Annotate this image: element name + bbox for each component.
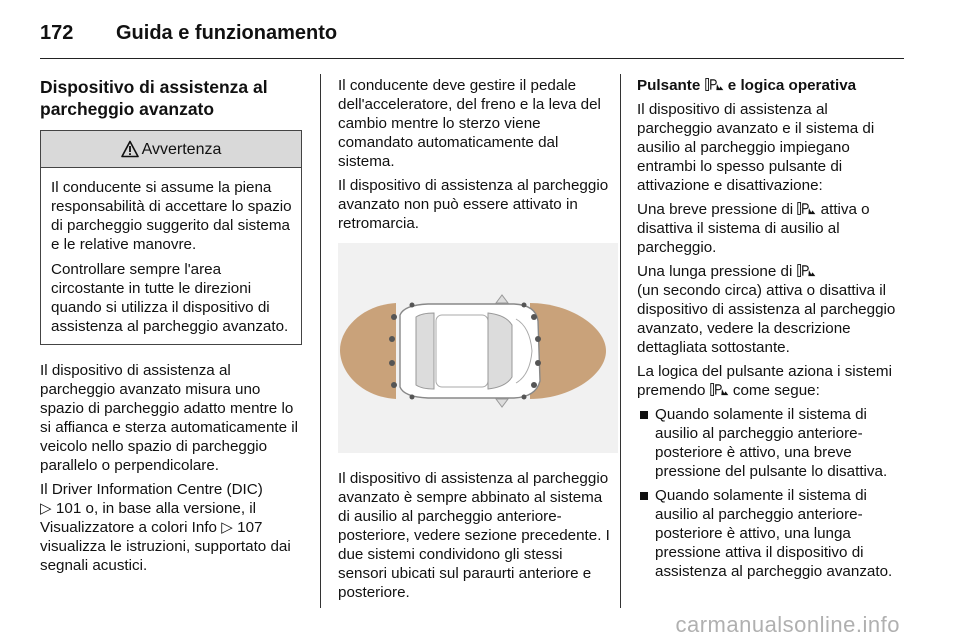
chapter-title: Guida e funzionamento <box>116 21 338 44</box>
paragraph-driver: Il conducente deve gestire il pedale dell'acceleratore, del freno e la leva del cambio mentre lo sterzo viene comandato automaticamente dal sistema. <box>338 77 601 170</box>
column-divider-1 <box>320 74 321 608</box>
watermark: carmanualsonline.info <box>675 612 900 637</box>
list-item <box>637 405 907 481</box>
paragraph-short-press <box>637 200 907 257</box>
warning-title: Avvertenza <box>141 140 222 158</box>
bullet-square-icon <box>640 411 648 419</box>
bullet-square-icon <box>640 492 648 500</box>
warning-box <box>40 130 302 345</box>
column-3 <box>637 76 907 586</box>
page-ref-arrow-icon[interactable]: ▷ <box>40 500 52 517</box>
paragraph-shared-button: Il dispositivo di assistenza al parcheggio avanzato e il sistema di ausilio al parcheggio impiegano entrambi lo spesso pulsante di attivazione e disattivazione: <box>637 101 875 194</box>
button-logic-heading <box>637 76 907 95</box>
warning-paragraph-1: Il conducente si assume la piena responsabilità di accettare lo spazio di parcheggio suggerito dal sistema e le relative manovre. <box>51 179 292 253</box>
parking-sensor-illustration <box>338 243 618 453</box>
bullet-text: Quando solamente il sistema di ausilio al parcheggio anteriore-posteriore è attivo, una breve pressione del pulsante lo disattiva. <box>655 406 888 480</box>
paragraph-dic <box>40 480 302 575</box>
long-press-a: Una lunga pressione di <box>637 263 793 280</box>
paragraph-intro: Il dispositivo di assistenza al parcheggio avanzato misura uno spazio di parcheggio adatto mentre lo si affianca e sterza automaticamente il veicolo nello spazio di parcheggio parallelo o perpendicolare. <box>40 362 299 474</box>
section-title: Dispositivo di assistenza al parcheggio avanzato <box>40 77 268 119</box>
bullet-text: Quando solamente il sistema di ausilio al parcheggio anteriore-posteriore è attivo, una lunga pressione attiva il dispositivo di assistenza al parcheggio avanzato. <box>655 487 893 580</box>
short-press-a: Una breve pressione di <box>637 201 794 218</box>
parking-button-icon <box>797 202 816 215</box>
dic-text-b: o, in base alla versione, il Visualizzatore a colori Info <box>40 500 257 536</box>
paragraph-reverse: Il dispositivo di assistenza al parcheggio avanzato non può essere attivato in retromarcia. <box>338 177 609 232</box>
dic-text-c: visualizza le istruzioni, supportato dai segnali acustici. <box>40 538 291 574</box>
logic-b: come segue: <box>732 382 820 399</box>
warning-body <box>41 168 301 344</box>
column-2 <box>338 76 610 607</box>
dic-text-a: Il Driver Information Centre (DIC) <box>40 481 263 498</box>
warning-triangle-icon <box>121 140 139 158</box>
parking-button-icon <box>797 264 816 277</box>
page-ref-arrow-icon[interactable]: ▷ <box>221 519 233 536</box>
paragraph-logic <box>637 362 907 400</box>
warning-header <box>41 131 301 168</box>
heading-post: e logica operativa <box>727 77 857 94</box>
page-ref-107[interactable]: 107 <box>237 519 263 536</box>
page-header <box>40 16 337 50</box>
parking-button-icon <box>705 78 724 91</box>
page-number: 172 <box>40 21 74 44</box>
logic-a: La logica del pulsante aziona i sistemi premendo <box>637 363 892 399</box>
paragraph-combined-system: Il dispositivo di assistenza al parcheggio avanzato è sempre abbinato al sistema di ausilio al parcheggio anteriore-posteriore, vedere sezione precedente. I due sistemi condividono gli stessi sensori ubicati sul paraurti anteriore e posteriore. <box>338 470 610 601</box>
paragraph-long-press <box>637 262 907 357</box>
list-item <box>637 486 907 581</box>
warning-paragraph-2: Controllare sempre l'area circostante in tutte le direzioni quando si utilizza il dispositivo di assistenza al parcheggio avanzato. <box>51 261 289 335</box>
short-press-b: attiva o disattiva il sistema di ausilio al parcheggio. <box>637 201 870 256</box>
heading-pre: Pulsante <box>637 77 701 94</box>
header-rule <box>40 58 904 59</box>
long-press-b: (un secondo circa) attiva o disattiva il dispositivo di assistenza al parcheggio avanzato, vedere la descrizione dettagliata sottostante. <box>637 282 896 356</box>
column-divider-2 <box>620 74 621 608</box>
parking-button-icon <box>710 383 729 396</box>
column-1 <box>40 76 302 580</box>
page-ref-101[interactable]: 101 <box>55 500 82 517</box>
logic-list <box>637 405 907 581</box>
